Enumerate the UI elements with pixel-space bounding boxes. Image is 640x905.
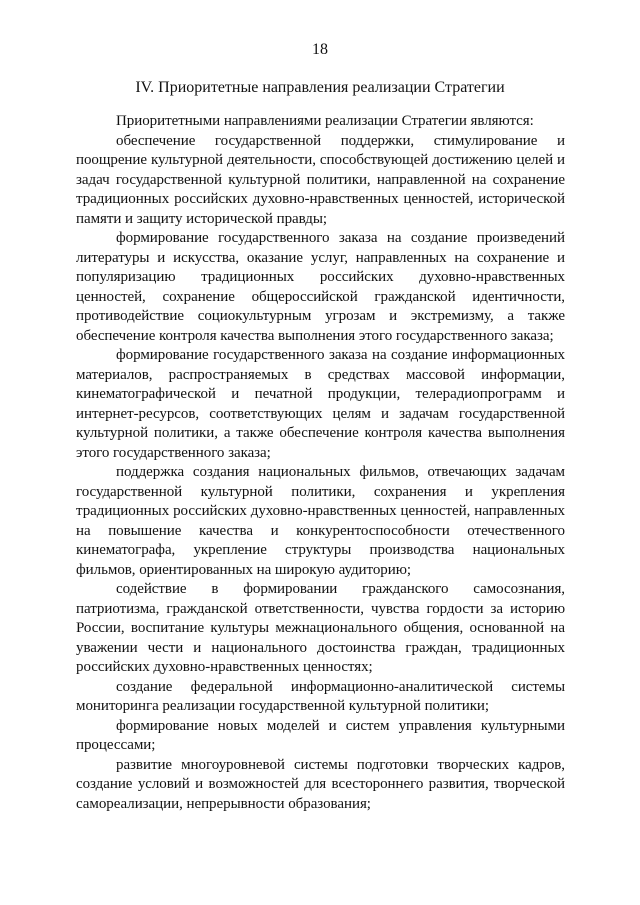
list-item-national-films: поддержка создания национальных фильмов, отвечающих задачам государственной культурной политики, сохранения и укрепления традиционных российских духовно-нравственных ценностей, направленных на повышение качества и конкурентоспособности отечественного кинематографа, укрепление структуры производства национальных фильмов, ориентированных на широкую аудиторию;	[76, 464, 565, 578]
list-item-creative-training: развитие многоуровневой системы подготовки творческих кадров, создание условий и возможностей для всестороннего развития, творческой самореализации, непрерывности образования;	[76, 756, 565, 812]
list-item-civic-identity: содействие в формировании гражданского самосознания, патриотизма, гражданской ответственности, чувства гордости за историю России, воспитание культуры межнационального общения, основанной на уважении чести и национального достоинства граждан, традиционных российских духовно-нравственных ценностях;	[76, 581, 565, 675]
body-text	[76, 112, 565, 814]
list-item-state-order-media: формирование государственного заказа на создание информационных материалов, распространяемых в средствах массовой информации, кинематографической и печатной продукции, телерадиопрограмм и интернет-ресурсов, соответствующих целям и задачам государственной культурной политики, а также обеспечение контроля качества выполнения этого государственного заказа;	[76, 347, 565, 461]
list-item-state-order-arts: формирование государственного заказа на создание произведений литературы и искусства, оказание услуг, направленных на сохранение и популяризацию традиционных российских духовно-нравственных ценностей, сохранение общероссийской гражданской идентичности, противодействие социокультурным угрозам и экстремизму, а также обеспечение контроля качества выполнения этого государственного заказа;	[76, 230, 565, 344]
list-item-management-models: формирование новых моделей и систем управления культурными процессами;	[76, 717, 565, 753]
page-number: 18	[312, 41, 328, 58]
section-title: IV. Приоритетные направления реализации Стратегии	[135, 79, 505, 96]
list-item-monitoring-system: создание федеральной информационно-аналитической системы мониторинга реализации государственной культурной политики;	[76, 678, 565, 714]
intro-paragraph: Приоритетными направлениями реализации Стратегии являются:	[116, 113, 534, 129]
list-item-state-support: обеспечение государственной поддержки, стимулирование и поощрение культурной деятельности, способствующей достижению целей и задач государственной культурной политики, направленной на сохранение традиционных российских духовно-нравственных ценностей, исторической памяти и защиту исторической правды;	[76, 132, 565, 227]
